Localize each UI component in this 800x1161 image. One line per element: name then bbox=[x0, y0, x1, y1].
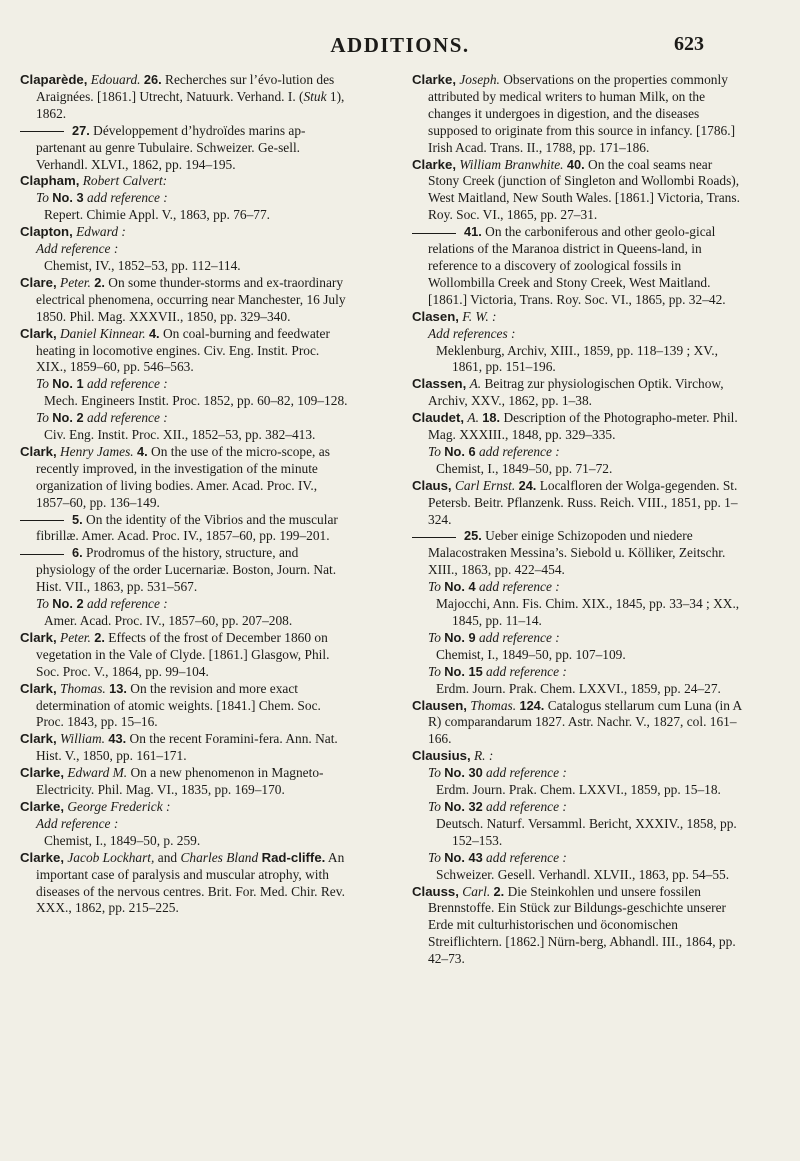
author-surname: Clark, bbox=[20, 629, 57, 645]
bibliography-entry-continued bbox=[20, 123, 350, 174]
citation-text: Chemist, I., 1849–50, p. 259. bbox=[44, 832, 201, 848]
bibliography-entry bbox=[412, 478, 742, 529]
note-number: No. 15 bbox=[444, 663, 483, 679]
citation-text: Schweizer. Gesell. Verhandl. XLVII., 1863, pp. 54–55. bbox=[436, 866, 730, 882]
note-label: To bbox=[428, 443, 441, 459]
reference-note bbox=[412, 664, 742, 681]
reference-citation bbox=[412, 647, 742, 664]
citation-text: Amer. Acad. Proc. IV., 1857–60, pp. 207–208. bbox=[44, 613, 293, 628]
note-label-end: add reference : bbox=[86, 376, 168, 392]
entry-number: 4. bbox=[137, 443, 148, 459]
bibliography-entry bbox=[412, 698, 742, 749]
author-surname: Clausius, bbox=[412, 748, 471, 764]
note-label: To bbox=[36, 596, 49, 612]
note-label-end: add reference : bbox=[486, 663, 567, 679]
note-number: No. 4 bbox=[444, 579, 476, 595]
reference-note bbox=[20, 241, 350, 258]
author-surname: Clauss, bbox=[412, 883, 459, 899]
citation-text: Chemist, I., 1849–50, pp. 107–109. bbox=[436, 646, 626, 662]
right-column bbox=[412, 72, 742, 968]
entry-number: 124. bbox=[519, 697, 545, 713]
entry-text: Observations on the properties commonly attributed by medical writers to human Milk, on the changes it undergoes in digestion, and the diseases supposed to originate from this source in infancy. [1786.] Irish Acad. Trans. II., 1788, pp. 171–186. bbox=[428, 72, 736, 155]
note-label: Add references : bbox=[428, 325, 516, 341]
citation-text: Mech. Engineers Instit. Proc. 1852, pp. 60–82, 109–128. bbox=[44, 393, 348, 409]
bibliography-entry-continued bbox=[20, 512, 350, 546]
connector: and bbox=[157, 849, 178, 865]
entry-text: Effects of the frost of December 1860 on vegetation in the Vale of Clyde. [1861.] Glasgow, Phil. Soc. Proc. V., 1864, pp. 99–104. bbox=[36, 629, 330, 679]
author-forename: R. : bbox=[474, 748, 494, 764]
author-surname: Clare, bbox=[20, 274, 57, 290]
ditto-rule bbox=[20, 520, 64, 521]
reference-note bbox=[412, 630, 742, 647]
entry-text: Ueber einige Schizopoden und niedere Malacostraken Messina’s. Siebold u. Kölliker, Zeitschr. XIII., 1863, pp. 422–454. bbox=[428, 528, 726, 578]
note-label: To bbox=[36, 410, 49, 426]
bibliography-entry-continued bbox=[20, 545, 350, 596]
reference-citation bbox=[20, 427, 350, 444]
reference-citation bbox=[20, 393, 350, 410]
citation-text: Erdm. Journ. Prak. Chem. LXXVI., 1859, pp. 15–18. bbox=[436, 782, 721, 798]
reference-note bbox=[412, 799, 742, 816]
author-surname: Classen, bbox=[412, 376, 467, 392]
author-forename: Edouard. bbox=[90, 72, 141, 87]
bibliography-entry-continued bbox=[412, 528, 742, 579]
author-surname: Clark, bbox=[20, 680, 57, 696]
bibliography-entry bbox=[20, 731, 350, 765]
note-number: No. 9 bbox=[444, 629, 476, 645]
entry-text: On a new phenomenon in Magneto-Electricity. Phil. Mag. VI., 1835, pp. 169–170. bbox=[36, 765, 324, 798]
author-surname: Clausen, bbox=[412, 697, 467, 713]
bibliography-entry bbox=[412, 376, 742, 410]
reference-citation bbox=[20, 613, 350, 630]
note-label-end: add reference : bbox=[478, 629, 560, 645]
entry-text: On the revision and more exact determination of atomic weights. [1841.] Chem. Soc. Proc. 1843, pp. 15–16. bbox=[36, 680, 321, 730]
entry-number: 2. bbox=[493, 883, 505, 899]
bibliography-entry bbox=[20, 630, 350, 681]
note-number: No. 2 bbox=[52, 596, 84, 612]
author-forename: Thomas. bbox=[60, 680, 106, 696]
author-surname: Clapton, bbox=[20, 224, 73, 240]
note-label-end: add reference : bbox=[86, 190, 168, 206]
entry-number: 41. bbox=[464, 224, 482, 240]
author-surname: Clarke, bbox=[20, 765, 64, 781]
note-number: No. 30 bbox=[444, 765, 483, 781]
note-label: To bbox=[428, 798, 441, 814]
citation-text: Chemist, I., 1849–50, pp. 71–72. bbox=[436, 460, 613, 476]
bibliography-entry bbox=[20, 765, 350, 799]
author-surname: Claudet, bbox=[412, 410, 465, 426]
citation-text: Repert. Chimie Appl. V., 1863, pp. 76–77. bbox=[44, 207, 271, 223]
reference-note bbox=[20, 376, 350, 393]
author-forename: Peter. bbox=[60, 629, 91, 645]
page-header bbox=[0, 33, 800, 63]
reference-citation bbox=[20, 207, 350, 224]
author-forename: Daniel Kinnear. bbox=[60, 325, 146, 341]
entry-text: Die Steinkohlen und unsere fossilen Brennstoffe. Ein Stück zur Bildungs-geschichte unserer Erde mit culturhistorischen und öconomischen Streiflichtern. [1862.] Nürn-berg, Abhandl. III., 1864, pp. 42–73. bbox=[428, 883, 736, 967]
reference-note bbox=[412, 326, 742, 343]
author-surname: Clapham, bbox=[20, 173, 80, 189]
author-forename: Edward M. bbox=[67, 765, 128, 781]
note-label-end: add reference : bbox=[486, 765, 567, 781]
citation-text: Chemist, IV., 1852–53, pp. 112–114. bbox=[44, 257, 241, 273]
entry-number: 43. bbox=[108, 731, 127, 747]
reference-note bbox=[20, 410, 350, 427]
bibliography-entry bbox=[20, 850, 350, 918]
note-label: To bbox=[428, 849, 441, 865]
note-label: To bbox=[428, 663, 441, 679]
running-title: ADDITIONS. bbox=[330, 33, 470, 57]
reference-citation bbox=[412, 867, 742, 884]
note-label: To bbox=[428, 579, 441, 595]
note-number: No. 32 bbox=[444, 798, 483, 814]
reference-note bbox=[412, 444, 742, 461]
reference-citation bbox=[412, 782, 742, 799]
author-forename: A. bbox=[469, 376, 482, 392]
entry-text: Description of the Photographo-meter. Phil. Mag. XXXIII., 1848, pp. 329–335. bbox=[428, 410, 738, 443]
note-number: No. 6 bbox=[444, 443, 476, 459]
bibliography-entry bbox=[20, 275, 350, 326]
note-label: To bbox=[36, 190, 49, 206]
reference-citation bbox=[20, 833, 350, 850]
page-number: 623 bbox=[674, 33, 704, 55]
author-surname: Clarke, bbox=[412, 72, 456, 87]
author-forename: A. bbox=[467, 410, 479, 426]
author-forename: Peter. bbox=[60, 274, 91, 290]
note-label: Add reference : bbox=[36, 815, 119, 831]
entry-text: Développement d’hydroïdes marins ap-partenant au genre Tubulaire. Schweizer. Ge-sell. Verhandl. XLVI., 1862, pp. 194–195. bbox=[36, 122, 306, 172]
reference-citation bbox=[20, 258, 350, 275]
entry-italic: Stuk bbox=[303, 88, 327, 104]
author-surname: Clasen, bbox=[412, 308, 459, 324]
entry-text: On coal-burning and feedwater heating in locomotive engines. Civ. Eng. Instit. Proc. XIX., 1859–60, pp. 546–563. bbox=[36, 325, 330, 375]
author-surname: Clarke, bbox=[20, 849, 64, 865]
note-label-end: add reference : bbox=[86, 410, 168, 426]
note-number: No. 1 bbox=[52, 376, 84, 392]
entry-text: Localfloren der Wolga-gegenden. St. Petersb. Beitr. Pflanzenk. Russ. Reich. VIII., 1851, pp. 1–324. bbox=[428, 477, 738, 527]
bibliography-entry bbox=[20, 224, 350, 241]
citation-text: Meklenburg, Archiv, XIII., 1859, pp. 118–139 ; XV., 1861, pp. 151–196. bbox=[436, 342, 718, 375]
entry-text-cont: 1), 1862. bbox=[36, 88, 345, 121]
citation-text: Erdm. Journ. Prak. Chem. LXXVI., 1859, pp. 24–27. bbox=[436, 680, 721, 696]
ditto-rule bbox=[412, 537, 456, 538]
note-label-end: add reference : bbox=[478, 579, 560, 595]
author-forename: Joseph. bbox=[459, 72, 500, 87]
entry-text: On the identity of the Vibrios and the muscular fibrillæ. Amer. Acad. Proc. IV., 1857–60, pp. 199–201. bbox=[36, 511, 338, 544]
reference-note bbox=[412, 579, 742, 596]
author-forename: Thomas. bbox=[470, 697, 517, 713]
entry-number: 4. bbox=[148, 325, 160, 341]
entry-text: Beitrag zur physiologischen Optik. Virchow, Archiv, XXV., 1862, pp. 1–38. bbox=[428, 376, 724, 409]
entry-text: Recherches sur l’évo-lution des Araignées. [1861.] Utrecht, Natuurk. Verhand. I. ( bbox=[36, 72, 335, 104]
note-label: To bbox=[428, 629, 441, 645]
bibliography-entry bbox=[20, 444, 350, 512]
reference-note bbox=[20, 596, 350, 613]
entry-number: 5. bbox=[72, 511, 83, 527]
bibliography-entry bbox=[412, 748, 742, 765]
citation-text: Deutsch. Naturf. Versamml. Bericht, XXXIV., 1858, pp. 152–153. bbox=[436, 815, 737, 848]
note-label: Add reference : bbox=[36, 241, 119, 257]
entry-text: On some thunder-storms and ex-traordinary electrical phenomena, occurring near Manchester, 16 July 1850. Phil. Mag. XXXVII., 1850, pp. 329–340. bbox=[36, 274, 346, 324]
author-surname: Clark, bbox=[20, 731, 57, 747]
entry-text: On the recent Foramini-fera. Ann. Nat. Hist. V., 1850, pp. 161–171. bbox=[36, 731, 338, 764]
bibliography-entry-continued bbox=[412, 224, 742, 309]
reference-citation bbox=[412, 343, 742, 377]
note-number: No. 43 bbox=[444, 849, 483, 865]
author-surname: Clarke, bbox=[412, 156, 456, 172]
entry-number: 13. bbox=[109, 680, 127, 696]
entry-text: On the use of the micro-scope, as recently improved, in the investigation of the minute organization of living bodies. Amer. Acad. Proc. IV., 1857–60, pp. 136–149. bbox=[36, 443, 330, 510]
entry-number: 6. bbox=[72, 545, 83, 561]
ditto-rule bbox=[412, 233, 456, 234]
entry-number: 2. bbox=[94, 629, 105, 645]
entry-number: 40. bbox=[566, 156, 585, 172]
author-surname: Clarke, bbox=[20, 798, 64, 814]
reference-note bbox=[412, 850, 742, 867]
bibliography-entry bbox=[412, 884, 742, 969]
coauthor-surname: Rad-cliffe. bbox=[261, 849, 326, 865]
entry-number: 25. bbox=[464, 528, 482, 544]
note-number: No. 3 bbox=[52, 190, 84, 206]
bibliography-entry bbox=[20, 173, 350, 190]
author-surname: Claparède, bbox=[20, 72, 88, 87]
note-label: To bbox=[36, 376, 49, 392]
author-forename: George Frederick : bbox=[67, 798, 171, 814]
bibliography-entry bbox=[20, 326, 350, 377]
note-number: No. 2 bbox=[52, 410, 84, 426]
ditto-rule bbox=[20, 554, 64, 555]
note-label: To bbox=[428, 765, 441, 781]
author-forename: Carl Ernst. bbox=[454, 477, 516, 493]
author-forename: William Branwhite. bbox=[459, 156, 564, 172]
ditto-rule bbox=[20, 131, 64, 132]
entry-text: On the coal seams near Stony Creek (junction of Singleton and Wollombi Roads), West Maitland, New South Wales. [1861.] Victoria, Trans. Roy. Soc. VI., 1865, pp. 27–31. bbox=[428, 156, 740, 223]
note-label-end: add reference : bbox=[486, 798, 567, 814]
reference-note bbox=[20, 816, 350, 833]
bibliography-entry bbox=[412, 309, 742, 326]
bibliography-entry bbox=[20, 72, 350, 123]
reference-citation bbox=[412, 461, 742, 478]
entry-text: Catalogus stellarum cum Luna (in A R) comparandarum 1827. Astr. Nachr. V., 1827, col. 161–166. bbox=[428, 697, 742, 747]
coauthor-forename: Charles Bland bbox=[180, 849, 259, 865]
bibliography-entry bbox=[412, 157, 742, 225]
bibliography-entry bbox=[20, 681, 350, 732]
reference-citation bbox=[412, 681, 742, 698]
bibliography-entry bbox=[412, 72, 742, 157]
author-forename: F. W. : bbox=[462, 308, 497, 324]
author-surname: Claus, bbox=[412, 477, 452, 493]
entry-text: An important case of paralysis and muscular atrophy, with diseases of the nervous centres. Brit. For. Med. Chir. Rev. XXX., 1862, pp. 215–225. bbox=[36, 849, 345, 916]
bibliography-entry bbox=[412, 410, 742, 444]
reference-citation bbox=[412, 816, 742, 850]
entry-number: 18. bbox=[482, 410, 501, 426]
note-label-end: add reference : bbox=[478, 443, 560, 459]
note-label-end: add reference : bbox=[86, 596, 168, 612]
author-forename: Jacob Lockhart, bbox=[67, 849, 155, 865]
author-forename: Robert Calvert: bbox=[82, 173, 168, 189]
bibliography-entry bbox=[20, 799, 350, 816]
reference-citation bbox=[412, 596, 742, 630]
entry-text: On the carboniferous and other geolo-gical relations of the Maranoa district in Queens-land, in reference to a discovery of zoological fossils in Wollombilla Creek and Stony Creek, West Maitland. [1861.] Victoria, Trans. Roy. Soc. VI., 1865, pp. 32–42. bbox=[428, 224, 726, 307]
author-forename: Edward : bbox=[76, 224, 126, 240]
author-surname: Clark, bbox=[20, 443, 57, 459]
author-surname: Clark, bbox=[20, 325, 57, 341]
author-forename: Henry James. bbox=[60, 443, 134, 459]
citation-text: Majocchi, Ann. Fis. Chim. XIX., 1845, pp. 33–34 ; XX., 1845, pp. 11–14. bbox=[436, 596, 740, 628]
entry-text: Prodromus of the history, structure, and physiology of the order Lucernariæ. Boston, Journ. Nat. Hist. VII., 1863, pp. 531–567. bbox=[36, 545, 337, 595]
entry-number: 26. bbox=[143, 72, 162, 87]
reference-note bbox=[412, 765, 742, 782]
author-forename: Carl. bbox=[462, 883, 491, 899]
entry-number: 2. bbox=[94, 274, 105, 290]
note-label-end: add reference : bbox=[486, 849, 567, 865]
citation-text: Civ. Eng. Instit. Proc. XII., 1852–53, pp. 382–413. bbox=[44, 427, 316, 443]
entry-number: 27. bbox=[72, 122, 90, 138]
reference-note bbox=[20, 190, 350, 207]
left-column bbox=[20, 72, 350, 917]
entry-number: 24. bbox=[518, 477, 537, 493]
author-forename: William. bbox=[60, 731, 106, 747]
